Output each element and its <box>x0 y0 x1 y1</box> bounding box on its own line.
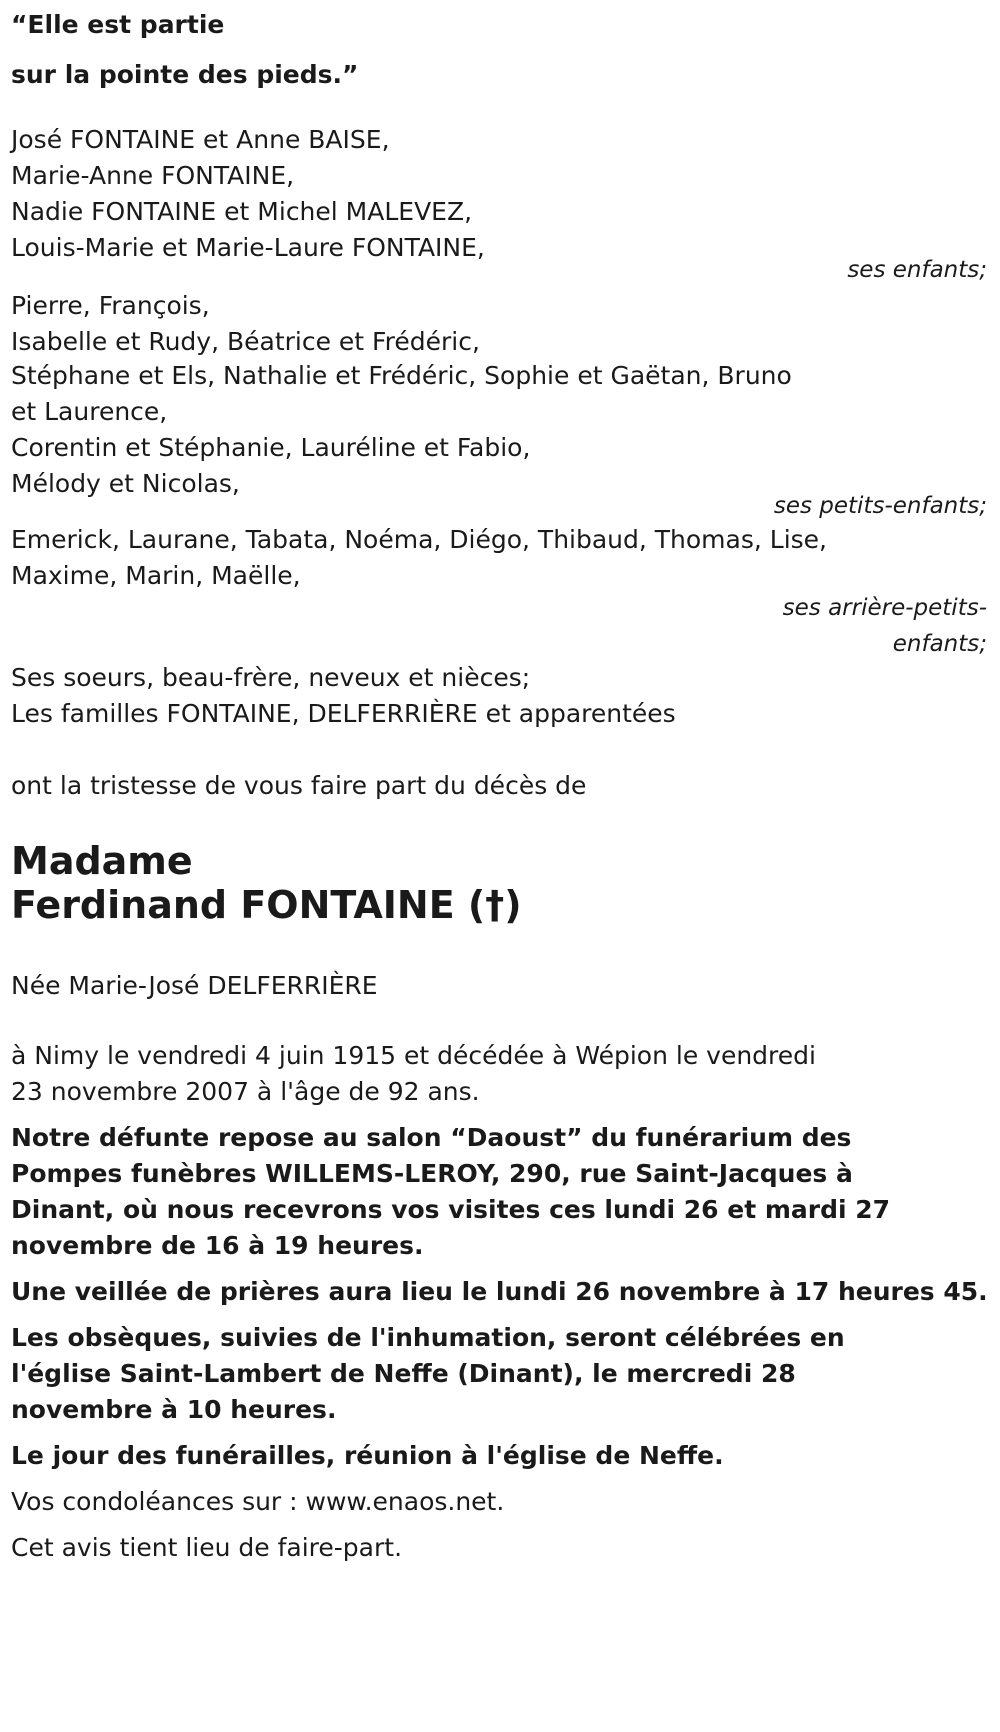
great-grandchildren-section <box>11 522 989 662</box>
great-grandchildren-names: Emerick, Laurane, Tabata, Noéma, Diégo, Thibaud, Thomas, Lise, Maxime, Marin, Maëlle, <box>11 525 828 590</box>
deceased-title: Madame <box>11 839 193 883</box>
born-name: Née Marie-José DELFERRIÈRE <box>11 971 378 1000</box>
children-section <box>11 120 989 290</box>
other-relatives <box>11 658 989 734</box>
grandchildren-line: Mélody et Nicolas, <box>11 469 240 498</box>
grandchildren-section <box>11 286 989 526</box>
deceased-name: Ferdinand FONTAINE (†) <box>11 883 522 927</box>
obituary-notice <box>11 0 989 1566</box>
child-name: Marie-Anne FONTAINE, <box>11 161 295 190</box>
relatives-line: Ses soeurs, beau-frère, neveux et nièces; <box>11 663 531 692</box>
funeral-details: Les obsèques, suivies de l'inhumation, seront célébrées en l'église Saint-Lambert de Neffe (Dinant), le mercredi 28 novembre à 10 heures. <box>11 1323 845 1424</box>
vigil-details: Une veillée de prières aura lieu le lundi 26 novembre à 17 heures 45. <box>11 1277 988 1306</box>
viewing-details: Notre défunte repose au salon “Daoust” du funérarium des Pompes funèbres WILLEMS-LEROY, 290, rue Saint-Jacques à Dinant, où nous recevrons vos visites ces lundi 26 et mardi 27 novembre de 16 à 19 heures. <box>11 1123 891 1260</box>
grandchildren-line: Stéphane et Els, Nathalie et Frédéric, Sophie et Gaëtan, Bruno et Laurence, <box>11 361 792 426</box>
condolences-text: Vos condoléances sur : www.enaos.net. <box>11 1487 505 1516</box>
grandchildren-role: ses petits-enfants; <box>773 493 987 519</box>
child-name: José FONTAINE et Anne BAISE, <box>11 125 390 154</box>
child-name: Nadie FONTAINE et Michel MALEVEZ, <box>11 197 473 226</box>
child-name: Louis-Marie et Marie-Laure FONTAINE, <box>11 233 485 262</box>
birth-death-details: à Nimy le vendredi 4 juin 1915 et décédée à Wépion le vendredi 23 novembre 2007 à l'âge de 92 ans. <box>11 1041 816 1106</box>
grandchildren-line: Pierre, François, <box>11 291 210 320</box>
announcement-text: ont la tristesse de vous faire part du décès de <box>11 771 587 800</box>
grandchildren-line: Corentin et Stéphanie, Lauréline et Fabio, <box>11 433 531 462</box>
relatives-line: Les familles FONTAINE, DELFERRIÈRE et apparentées <box>11 699 676 728</box>
notice-text: Cet avis tient lieu de faire-part. <box>11 1533 403 1562</box>
grandchildren-line: Isabelle et Rudy, Béatrice et Frédéric, <box>11 327 480 356</box>
meeting-details: Le jour des funérailles, réunion à l'église de Neffe. <box>11 1441 724 1470</box>
opening-quote <box>11 0 989 100</box>
deceased-heading <box>11 836 989 930</box>
great-grandchildren-role: ses arrière-petits-enfants; <box>782 595 987 657</box>
quote-line-2: sur la pointe des pieds.” <box>11 60 359 89</box>
children-role: ses enfants; <box>847 257 987 283</box>
quote-line-1: “Elle est partie <box>11 10 225 39</box>
